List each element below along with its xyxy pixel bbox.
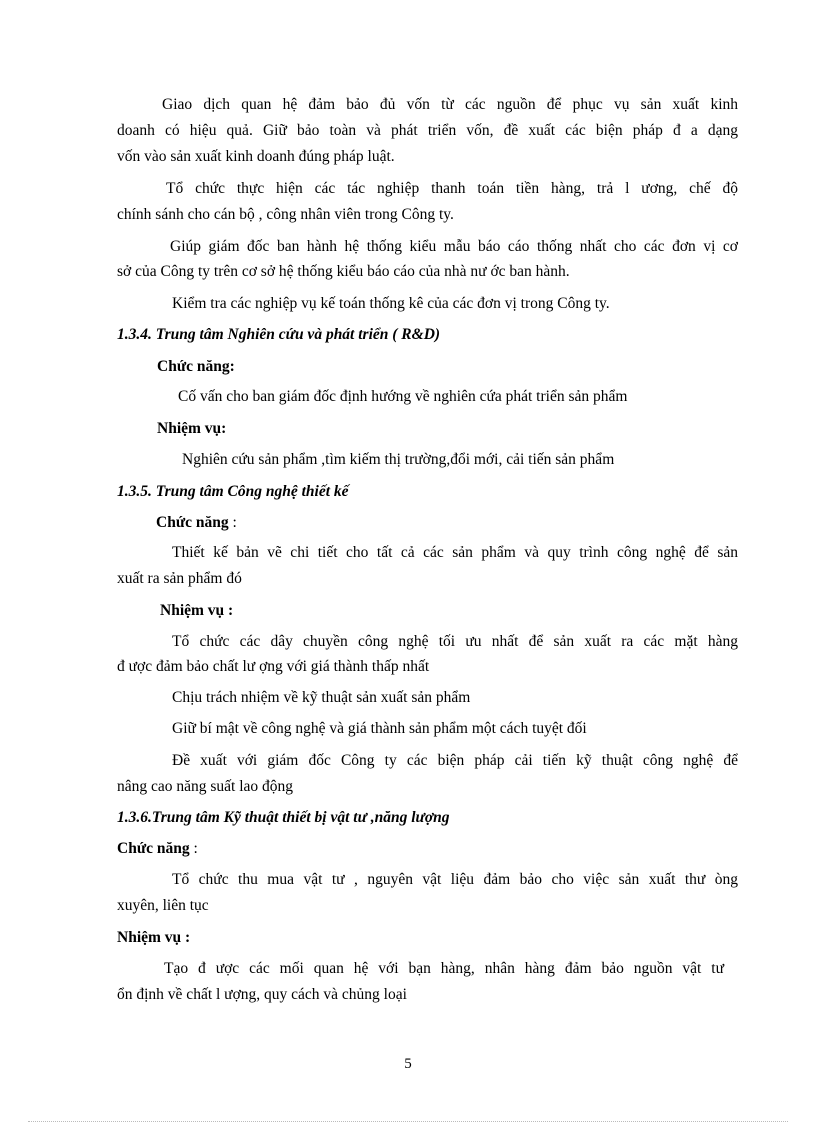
p2-line1: Tổ chức thực hiện các tác nghiệp thanh toán tiền hàng, trả l ương, chế độ <box>166 180 738 197</box>
p1-line2: doanh có hiệu quả. Giữ bảo toàn và phát triển vốn, đề xuất các biện pháp đ a dạng <box>117 122 738 139</box>
section-135-function-label-line <box>156 513 237 533</box>
section-135-duty-label: Nhiệm vụ : <box>160 602 234 619</box>
p1-line3: vốn vào sản xuất kinh doanh đúng pháp luật. <box>117 148 395 165</box>
section-136-function-line2: xuyên, liên tục <box>117 897 209 914</box>
section-134-heading: 1.3.4. Trung tâm Nghiên cứu và phát triển ( R&D) <box>117 326 441 343</box>
page-number: 5 <box>404 1056 412 1072</box>
section-136-function-label-line <box>117 839 198 859</box>
section-135-heading: 1.3.5. Trung tâm Công nghệ thiết kế <box>117 483 349 500</box>
p4-line: Kiểm tra các nghiệp vụ kế toán thống kê của các đơn vị trong Công ty. <box>172 295 610 312</box>
section-136-duty-label: Nhiệm vụ : <box>117 929 191 946</box>
p3-line2: sở của Công ty trên cơ sở hệ thống kiểu báo cáo của nhà nư ớc ban hành. <box>117 263 570 280</box>
section-135-duty-p1-line2: đ ược đảm bảo chất lư ợng với giá thành thấp nhất <box>117 658 430 675</box>
section-136-function-colon: : <box>189 840 198 857</box>
section-135-duty-p4-line1: Đề xuất với giám đốc Công ty các biện pháp cải tiến kỹ thuật công nghệ để <box>172 752 738 769</box>
section-135-function-label: Chức năng <box>156 514 229 531</box>
section-136-function-line1: Tổ chức thu mua vật tư , nguyên vật liệu đảm bảo cho việc sản xuất thư òng <box>172 871 738 888</box>
section-136-duty-line2: ổn định về chất l ượng, quy cách và chủng loại <box>117 986 407 1003</box>
section-134-duty-text: Nghiên cứu sản phẩm ,tìm kiếm thị trường,đổi mới, cải tiến sản phẩm <box>182 451 615 468</box>
section-135-duty-p1-line1: Tổ chức các dây chuyền công nghệ tối ưu nhất để sản xuất ra các mặt hàng <box>172 633 738 650</box>
page-bottom-divider <box>28 1121 788 1122</box>
section-135-duty-p4-line2: nâng cao năng suất lao động <box>117 778 294 795</box>
section-136-duty-line1: Tạo đ ược các mối quan hệ với bạn hàng, nhân hàng đảm bảo nguồn vật tư <box>164 960 724 977</box>
p1-line1: Giao dịch quan hệ đảm bảo đủ vốn từ các nguồn để phục vụ sản xuất kinh <box>162 96 738 113</box>
section-135-function-colon: : <box>228 514 237 531</box>
section-136-function-label: Chức năng <box>117 840 190 857</box>
section-135-duty-p3: Giữ bí mật về công nghệ và giá thành sản phẩm một cách tuyệt đối <box>172 720 587 737</box>
p2-line2: chính sánh cho cán bộ , công nhân viên trong Công ty. <box>117 206 454 223</box>
section-134-duty-label: Nhiệm vụ: <box>157 420 227 437</box>
section-135-function-line1: Thiết kế bản vẽ chi tiết cho tất cả các sản phẩm và quy trình công nghệ để sản <box>172 544 738 561</box>
section-134-function-label: Chức năng: <box>157 358 235 375</box>
section-135-function-line2: xuất ra sản phẩm đó <box>117 570 242 587</box>
section-136-heading: 1.3.6.Trung tâm Kỹ thuật thiết bị vật tư ,năng lượng <box>117 809 450 826</box>
p3-line1: Giúp giám đốc ban hành hệ thống kiểu mẫu báo cáo thống nhất cho các đơn vị cơ <box>170 238 738 255</box>
section-135-duty-p2: Chịu trách nhiệm về kỹ thuật sản xuất sản phẩm <box>172 689 471 706</box>
section-134-function-text: Cố vấn cho ban giám đốc định hướng về nghiên cứa phát triển sản phẩm <box>178 388 628 405</box>
